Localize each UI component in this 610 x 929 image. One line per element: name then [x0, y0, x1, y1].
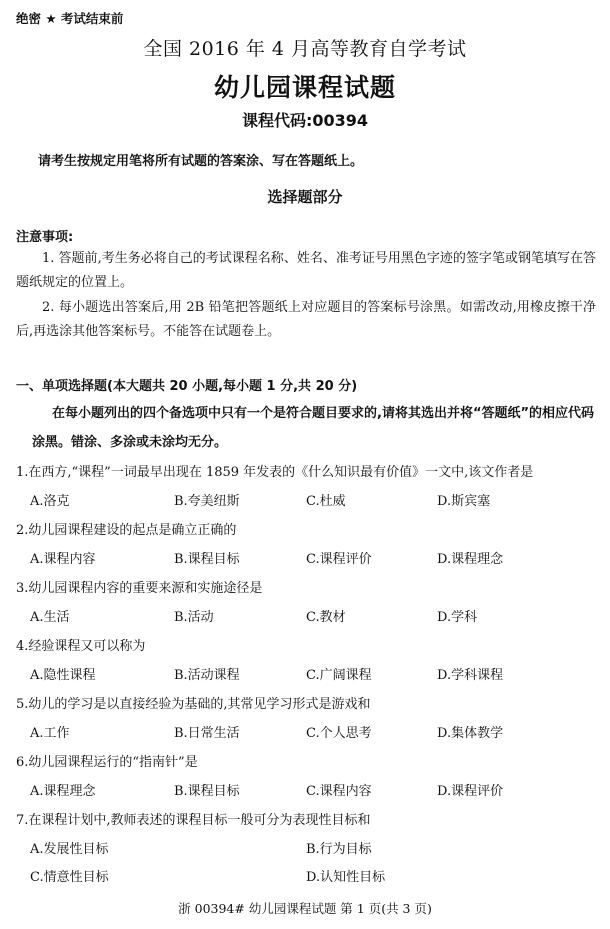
option-c: C.课程评价 — [306, 552, 372, 567]
option-d: D.斯宾塞 — [437, 494, 491, 509]
question-options — [30, 838, 590, 858]
course-code: 课程代码:00394 — [241, 111, 369, 130]
question-options — [30, 490, 590, 510]
note-item-1: 1. 答题前,考生务必将自己的考试课程名称、姓名、准考证号用黑色字迹的签字笔或钢笔填写在答题纸规定的位置上。 — [16, 251, 596, 290]
option-c: C.广阔课程 — [306, 668, 372, 683]
option-c: C.情意性目标 — [30, 870, 109, 885]
option-a: A.课程理念 — [30, 784, 96, 799]
option-a: A.洛克 — [30, 494, 70, 509]
question-stem: 2.幼儿园课程建设的起点是确立正确的 — [16, 523, 237, 538]
answer-instruction: 请考生按规定用笔将所有试题的答案涂、写在答题纸上。 — [38, 154, 364, 169]
page-footer: 浙 00394# 幼儿园课程试题 第 1 页(共 3 页) — [178, 901, 432, 916]
question-options — [30, 722, 590, 742]
section-title: 一、单项选择题(本大题共 20 小题,每小题 1 分,共 20 分) — [16, 379, 358, 394]
option-c: C.教材 — [306, 610, 346, 625]
question-stem: 1.在西方,“课程”一词最早出现在 1859 年发表的《什么知识最有价值》一文中,该文作者是 — [16, 465, 534, 480]
option-b: B.课程目标 — [174, 552, 240, 567]
question-stem: 6.幼儿园课程运行的“指南针”是 — [16, 755, 198, 770]
question-stem: 3.幼儿园课程内容的重要来源和实施途径是 — [16, 581, 263, 596]
option-b: B.课程目标 — [174, 784, 240, 799]
option-b: B.活动课程 — [174, 668, 240, 683]
option-a: A.发展性目标 — [30, 842, 109, 857]
option-b: B.活动 — [174, 610, 214, 625]
option-d: D.课程评价 — [437, 784, 504, 799]
note-item-2: 2. 每小题选出答案后,用 2B 铅笔把答题纸上对应题目的答案标号涂黑。如需改动,用橡皮擦干净后,再选涂其他答案标号。不能答在试题卷上。 — [16, 300, 596, 339]
question-stem: 7.在课程计划中,教师表述的课程目标一般可分为表现性目标和 — [16, 813, 371, 828]
option-a: A.生活 — [30, 610, 70, 625]
option-d: D.认知性目标 — [306, 870, 386, 885]
option-b: B.夸美纽斯 — [174, 494, 240, 509]
option-a: A.隐性课程 — [30, 668, 96, 683]
question-options — [30, 866, 590, 886]
option-b: B.行为目标 — [306, 842, 372, 857]
option-a: A.课程内容 — [30, 552, 96, 567]
question-stem: 4.经验课程又可以称为 — [16, 639, 146, 654]
option-a: A.工作 — [30, 726, 70, 741]
confidential-label: 绝密 ★ 考试结束前 — [16, 11, 124, 26]
option-c: C.课程内容 — [306, 784, 372, 799]
exam-title: 全国 2016 年 4 月高等教育自学考试 — [143, 38, 467, 60]
question-options — [30, 548, 590, 568]
option-d: D.学科 — [437, 610, 478, 625]
subject-title: 幼儿园课程试题 — [213, 73, 396, 102]
part-title: 选择题部分 — [267, 188, 343, 206]
question-options — [30, 664, 590, 684]
option-d: D.课程理念 — [437, 552, 504, 567]
notes-title: 注意事项: — [16, 230, 74, 245]
option-b: B.日常生活 — [174, 726, 240, 741]
option-c: C.个人思考 — [306, 726, 372, 741]
question-options — [30, 606, 590, 626]
option-d: D.集体教学 — [437, 726, 504, 741]
section-instruction: 在每小题列出的四个备选项中只有一个是符合题目要求的,请将其选出并将“答题纸”的相应代码涂黑。错涂、多涂或未涂均无分。 — [32, 406, 595, 450]
option-d: D.学科课程 — [437, 668, 504, 683]
question-options — [30, 780, 590, 800]
question-stem: 5.幼儿的学习是以直接经验为基础的,其常见学习形式是游戏和 — [16, 697, 371, 712]
option-c: C.杜威 — [306, 494, 346, 509]
